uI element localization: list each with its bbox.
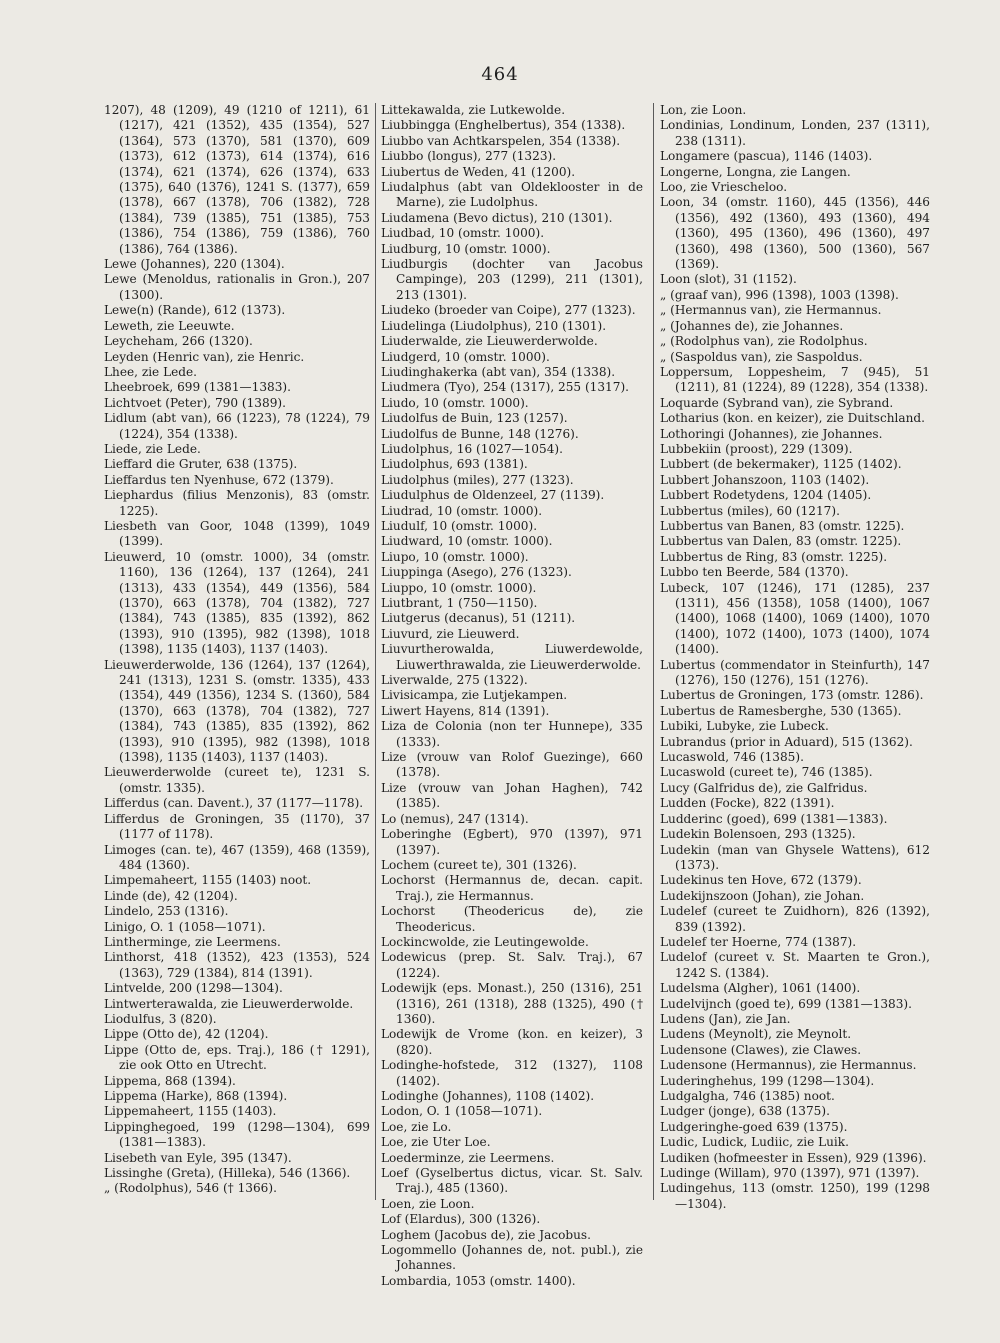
index-entry: Liuppo, 10 (omstr. 1000).	[381, 580, 537, 595]
index-entry: Lof (Elardus), 300 (1326).	[381, 1212, 541, 1227]
index-entry: Linde (de), 42 (1204).	[104, 888, 238, 903]
index-entry: Lockincwolde, zie Leutingewolde.	[381, 934, 589, 949]
index-entry: Ludgeringhe-goed 639 (1375).	[660, 1119, 848, 1134]
index-entry: Liza de Colonia (non ter Hunnepe), 335 (1333).	[381, 719, 643, 749]
index-entry: Loe, zie Uter Loe.	[381, 1135, 491, 1150]
index-entry: Loo, zie Vriescheloo.	[660, 180, 788, 195]
index-entry: Lubiki, Lubyke, zie Lubeck.	[660, 719, 829, 734]
index-entry: Loppersum, Loppesheim, 7 (945), 51 (1211), 81 (1224), 89 (1228), 354 (1338).	[660, 364, 930, 395]
index-entry: Lewe (Johannes), 220 (1304).	[104, 257, 285, 272]
index-entry: Liudolphus (miles), 277 (1323).	[381, 472, 574, 487]
index-entry: Lubbertus (miles), 60 (1217).	[660, 503, 840, 518]
index-entry: Liuvurd, zie Lieuwerd.	[381, 626, 520, 641]
index-entry: Lucaswold, 746 (1385).	[660, 750, 804, 765]
index-entry: Loon, 34 (omstr. 1160), 445 (1356), 446 (1356), 492 (1360), 493 (1360), 494 (1360), 495 (1360), 496 (1360), 497 (1360), 498 (1360), 500 (1360), 567 (1369).	[660, 195, 930, 272]
index-entry: Liudalphus (abt van Oldeklooster in de Marne), zie Ludolphus.	[381, 180, 643, 210]
index-entry: Liesbeth van Goor, 1048 (1399), 1049 (1399).	[104, 518, 370, 549]
index-entry: Loen, zie Loon.	[381, 1196, 475, 1211]
index-entry: Longerne, Longna, zie Langen.	[660, 164, 851, 179]
index-entry: Liudburgis (dochter van Jacobus Campinge), 203 (1299), 211 (1301), 213 (1301).	[381, 257, 643, 302]
index-entry: Lodinghe-hofstede, 312 (1327), 1108 (1402).	[381, 1058, 643, 1088]
index-entry: Loon (slot), 31 (1152).	[660, 272, 797, 287]
index-column-left	[104, 103, 370, 1197]
index-entry: Ludden (Focke), 822 (1391).	[660, 796, 835, 811]
index-entry: Lieuwerderwolde (cureet te), 1231 S. (omstr. 1335).	[104, 765, 370, 795]
index-entry: Lodinghe (Johannes), 1108 (1402).	[381, 1089, 595, 1103]
index-entry: Linthorst, 418 (1352), 423 (1353), 524 (1363), 729 (1384), 814 (1391).	[104, 950, 370, 980]
index-entry: Lippe (Otto de, eps. Traj.), 186 († 1291), zie ook Otto en Utrecht.	[104, 1042, 370, 1073]
index-entry: Lubbert Johanszoon, 1103 (1402).	[660, 472, 870, 487]
index-entry: Lubbo ten Beerde, 584 (1370).	[660, 565, 849, 580]
index-entry: Lippema (Harke), 868 (1394).	[104, 1089, 288, 1103]
index-entry: Liudo, 10 (omstr. 1000).	[381, 395, 529, 410]
index-entry: Liubbo van Achtkarspelen, 354 (1338).	[381, 133, 621, 148]
index-entry: Liuvurtherowalda, Liuwerdewolde, Liuwerthrawalda, zie Lieuwerderwolde.	[381, 642, 643, 672]
index-entry: Ludelvijnch (goed te), 699 (1381—1383).	[660, 996, 912, 1011]
index-entry: Ludelef ter Hoerne, 774 (1387).	[660, 934, 857, 949]
index-entry: Liudolfus de Buin, 123 (1257).	[381, 411, 568, 426]
index-entry: Lieffardus ten Nyenhuse, 672 (1379).	[104, 472, 334, 487]
page-number: 464	[481, 64, 519, 85]
index-entry: Loederminze, zie Leermens.	[381, 1150, 555, 1165]
index-entry: Lombardia, 1053 (omstr. 1400).	[381, 1273, 576, 1288]
index-entry: Londinias, Londinum, Londen, 237 (1311), 238 (1311).	[660, 118, 930, 148]
index-entry: Lewe (Menoldus, rationalis in Gron.), 207 (1300).	[104, 272, 370, 302]
index-entry: Lochem (cureet te), 301 (1326).	[381, 857, 577, 872]
index-entry: Ludensone (Clawes), zie Clawes.	[660, 1042, 862, 1057]
index-entry: Leycheham, 266 (1320).	[104, 334, 253, 349]
index-entry: Loe, zie Lo.	[381, 1119, 452, 1134]
index-entry: Lheebroek, 699 (1381—1383).	[104, 380, 291, 395]
index-entry: Lifferdus (can. Davent.), 37 (1177—1178).	[104, 796, 364, 811]
index-entry: Liephardus (filius Menzonis), 83 (omstr. 1225).	[104, 488, 370, 518]
index-entry: Ludingehus, 113 (omstr. 1250), 199 (1298—1304).	[660, 1181, 930, 1211]
index-entry: Lubbert (de bekermaker), 1125 (1402).	[660, 457, 902, 472]
index-entry: Luderinghehus, 199 (1298—1304).	[660, 1073, 875, 1088]
index-entry: Ludekin (man van Ghysele Wattens), 612 (1373).	[660, 842, 930, 872]
index-entry: Liodulfus, 3 (820).	[104, 1011, 217, 1026]
index-entry: Lieuwerderwolde, 136 (1264), 137 (1264), 241 (1313), 1231 S. (omstr. 1335), 433 (1354), 449 (1356), 1234 S. (1360), 584 (1370), 663 (1378), 704 (1382), 727 (1384), 743 (1385), 835 (1392), 862 (1393), 910 (1395), 982 (1398), 1018 (1398), 1135 (1403), 1137 (1403).	[104, 657, 370, 765]
index-entry: Ludelef (cureet te Zuidhorn), 826 (1392), 839 (1392).	[660, 904, 930, 934]
index-entry: Liudeko (broeder van Coipe), 277 (1323).	[381, 303, 636, 318]
index-entry: Ludic, Ludick, Ludiic, zie Luik.	[660, 1135, 849, 1150]
index-entry: Liudburg, 10 (omstr. 1000).	[381, 241, 551, 256]
index-entry: Liudolphus, 16 (1027—1054).	[381, 441, 563, 456]
index-entry: Ludelsma (Algher), 1061 (1400).	[660, 981, 861, 996]
index-entry: Lotharius (kon. en keizer), zie Duitschland.	[660, 411, 925, 426]
index-entry: Lindelo, 253 (1316).	[104, 904, 229, 919]
index-entry: Lidlum (abt van), 66 (1223), 78 (1224), 79 (1224), 354 (1338).	[104, 411, 370, 441]
index-entry: Ludgalgha, 746 (1385) noot.	[660, 1089, 835, 1103]
index-entry: Lubertus de Groningen, 173 (omstr. 1286).	[660, 688, 924, 703]
index-entry: „ (Johannes de), zie Johannes.	[660, 318, 844, 333]
index-entry: Lize (vrouw van Rolof Guezinge), 660 (1378).	[381, 750, 643, 780]
index-entry: Liudulf, 10 (omstr. 1000).	[381, 518, 538, 533]
index-entry: Ludekin Bolensoen, 293 (1325).	[660, 827, 856, 842]
index-entry: Lippinghegoed, 199 (1298—1304), 699 (1381—1383).	[104, 1119, 370, 1150]
index-entry: Ludger (jonge), 638 (1375).	[660, 1104, 830, 1119]
index-entry: Lewe(n) (Rande), 612 (1373).	[104, 303, 286, 318]
index-entry: Ludekinus ten Hove, 672 (1379).	[660, 873, 862, 888]
index-column-right	[660, 103, 930, 1212]
index-entry: Lucaswold (cureet te), 746 (1385).	[660, 765, 873, 780]
index-entry: Lisebeth van Eyle, 395 (1347).	[104, 1150, 292, 1165]
index-entry: „ (Rodolphus), 546 († 1366).	[104, 1181, 277, 1196]
index-entry: Longamere (pascua), 1146 (1403).	[660, 149, 873, 164]
index-entry: Liwert Hayens, 814 (1391).	[381, 703, 550, 718]
index-entry: Littekawalda, zie Lutkewolde.	[381, 103, 566, 117]
index-column-middle	[381, 103, 643, 1289]
index-entry: Lippema, 868 (1394).	[104, 1073, 236, 1088]
index-entry: Loberinghe (Egbert), 970 (1397), 971 (1397).	[381, 827, 643, 857]
index-entry: Liuderwalde, zie Lieuwerderwolde.	[381, 334, 598, 349]
index-entry: Lodewijk de Vrome (kon. en keizer), 3 (820).	[381, 1027, 643, 1057]
index-entry: Liutbrant, 1 (750—1150).	[381, 596, 538, 610]
index-entry: Lubbekiin (proost), 229 (1309).	[660, 441, 853, 456]
index-entry: Liudinghakerka (abt van), 354 (1338).	[381, 364, 616, 379]
index-entry: Lippemaheert, 1155 (1403).	[104, 1104, 277, 1119]
index-entry: Lubbertus de Ring, 83 (omstr. 1225).	[660, 549, 888, 564]
index-entry: Lifferdus de Groningen, 35 (1170), 37 (1177 of 1178).	[104, 811, 370, 842]
index-entry: Lodewicus (prep. St. Salv. Traj.), 67 (1224).	[381, 950, 643, 980]
index-entry: Lubertus (commendator in Steinfurth), 147 (1276), 150 (1276), 151 (1276).	[660, 657, 930, 688]
index-entry: Lochorst (Theodericus de), zie Theodericus.	[381, 904, 643, 934]
index-entry: Liupo, 10 (omstr. 1000).	[381, 549, 529, 564]
index-entry: Lieuwerd, 10 (omstr. 1000), 34 (omstr. 1160), 136 (1264), 137 (1264), 241 (1313), 433 (1354), 449 (1356), 584 (1370), 663 (1378), 704 (1382), 727 (1384), 743 (1385), 835 (1392), 862 (1393), 910 (1395), 982 (1398), 1018 (1398), 1135 (1403), 1137 (1403).	[104, 549, 370, 657]
index-entry: Liubbingga (Enghelbertus), 354 (1338).	[381, 118, 626, 133]
index-entry: Lippe (Otto de), 42 (1204).	[104, 1027, 269, 1042]
index-entry: Lissinghe (Greta), (Hilleka), 546 (1366).	[104, 1166, 351, 1181]
index-entry: „ (graaf van), 996 (1398), 1003 (1398).	[660, 287, 899, 302]
index-entry: Lintwerterawalda, zie Lieuwerderwolde.	[104, 996, 354, 1011]
index-entry: Liudulphus de Oldenzeel, 27 (1139).	[381, 488, 605, 503]
index-entry: Lubertus de Ramesberghe, 530 (1365).	[660, 703, 902, 718]
index-entry: Liuppinga (Asego), 276 (1323).	[381, 565, 572, 580]
index-entry: Lothoringi (Johannes), zie Johannes.	[660, 426, 883, 441]
index-entry: Ludinge (Willam), 970 (1397), 971 (1397).	[660, 1166, 920, 1181]
index-entry: Liudelinga (Liudolphus), 210 (1301).	[381, 318, 607, 333]
index-entry: Lochorst (Hermannus de, decan. capit. Traj.), zie Hermannus.	[381, 873, 643, 903]
index-entry: Liudolphus, 693 (1381).	[381, 457, 528, 472]
index-entry: Ludens (Jan), zie Jan.	[660, 1011, 791, 1026]
index-entry: Ludensone (Hermannus), zie Hermannus.	[660, 1058, 917, 1073]
index-entry: Liudamena (Bevo dictus), 210 (1301).	[381, 210, 613, 225]
index-entry: Lubeck, 107 (1246), 171 (1285), 237 (1311), 456 (1358), 1058 (1400), 1067 (1400), 1068 (1400), 1069 (1400), 1070 (1400), 1072 (1400), 1073 (1400), 1074 (1400).	[660, 580, 930, 657]
index-entry: Lhee, zie Lede.	[104, 364, 197, 379]
index-entry: Ludiken (hofmeester in Essen), 929 (1396).	[660, 1150, 927, 1165]
index-entry: Limpemaheert, 1155 (1403) noot.	[104, 873, 312, 888]
column-divider	[653, 103, 654, 1200]
index-entry: Lo (nemus), 247 (1314).	[381, 811, 529, 826]
index-entry: Livisicampa, zie Lutjekampen.	[381, 688, 568, 703]
index-entry: Liudgerd, 10 (omstr. 1000).	[381, 349, 550, 364]
index-entry: Liudbad, 10 (omstr. 1000).	[381, 226, 545, 241]
index-entry: „ (Rodolphus van), zie Rodolphus.	[660, 334, 868, 349]
index-entry: Liverwalde, 275 (1322).	[381, 673, 528, 688]
index-entry: Lucy (Galfridus de), zie Galfridus.	[660, 780, 868, 795]
index-entry: Lodewijk (eps. Monast.), 250 (1316), 251 (1316), 261 (1318), 288 (1325), 490 († 1360).	[381, 981, 643, 1026]
index-entry: Lubbertus van Dalen, 83 (omstr. 1225).	[660, 534, 902, 549]
index-entry: Liubertus de Weden, 41 (1200).	[381, 164, 576, 179]
index-entry: Liudrad, 10 (omstr. 1000).	[381, 503, 543, 518]
index-entry: Leweth, zie Leeuwte.	[104, 318, 235, 333]
index-entry: Ludderinc (goed), 699 (1381—1383).	[660, 811, 888, 826]
index-entry: Loef (Gyselbertus dictus, vicar. St. Salv. Traj.), 485 (1360).	[381, 1166, 643, 1196]
index-entry: Linigo, O. 1 (1058—1071).	[104, 919, 266, 934]
index-entry: Lodon, O. 1 (1058—1071).	[381, 1104, 543, 1119]
index-entry: Loquarde (Sybrand van), zie Sybrand.	[660, 395, 894, 410]
index-entry: Lintherminge, zie Leermens.	[104, 934, 281, 949]
index-entry: Liudward, 10 (omstr. 1000).	[381, 534, 553, 549]
index-entry: Lichtvoet (Peter), 790 (1389).	[104, 395, 286, 410]
index-entry: Liubbo (longus), 277 (1323).	[381, 149, 557, 164]
index-entry: Ludens (Meynolt), zie Meynolt.	[660, 1027, 852, 1042]
index-entry: Ludelof (cureet v. St. Maarten te Gron.), 1242 S. (1384).	[660, 950, 930, 980]
index-entry: Lubrandus (prior in Aduard), 515 (1362).	[660, 734, 913, 749]
index-entry: Limoges (can. te), 467 (1359), 468 (1359), 484 (1360).	[104, 842, 370, 872]
index-entry: Leyden (Henric van), zie Henric.	[104, 349, 305, 364]
index-entry: Loghem (Jacobus de), zie Jacobus.	[381, 1227, 591, 1242]
index-entry: Lubbert Rodetydens, 1204 (1405).	[660, 488, 872, 503]
index-entry: Liudolfus de Bunne, 148 (1276).	[381, 426, 579, 441]
index-entry: Lubbertus van Banen, 83 (omstr. 1225).	[660, 518, 905, 533]
index-entry: 1207), 48 (1209), 49 (1210 of 1211), 61 (1217), 421 (1352), 435 (1354), 527 (1364), 573 (1370), 581 (1370), 609 (1373), 612 (1373), 614 (1374), 616 (1374), 621 (1374), 626 (1374), 633 (1375), 640 (1376), 1241 S. (1377), 659 (1378), 667 (1378), 706 (1382), 728 (1384), 739 (1385), 751 (1385), 753 (1386), 754 (1386), 759 (1386), 760 (1386), 764 (1386).	[104, 103, 370, 256]
index-entry: Lon, zie Loon.	[660, 103, 747, 117]
index-entry: Lintvelde, 200 (1298—1304).	[104, 981, 283, 996]
index-entry: „ (Hermannus van), zie Hermannus.	[660, 303, 882, 318]
index-entry: Lize (vrouw van Johan Haghen), 742 (1385).	[381, 780, 643, 811]
index-entry: Ludekijnszoon (Johan), zie Johan.	[660, 888, 865, 903]
index-entry: Lieffard die Gruter, 638 (1375).	[104, 457, 298, 472]
column-divider	[375, 103, 376, 1200]
index-entry: Logommello (Johannes de, not. publ.), zie Johannes.	[381, 1243, 643, 1273]
index-entry: „ (Saspoldus van), zie Saspoldus.	[660, 349, 863, 364]
index-entry: Liede, zie Lede.	[104, 441, 201, 456]
index-entry: Liutgerus (decanus), 51 (1211).	[381, 611, 576, 626]
index-entry: Liudmera (Tyo), 254 (1317), 255 (1317).	[381, 380, 630, 395]
